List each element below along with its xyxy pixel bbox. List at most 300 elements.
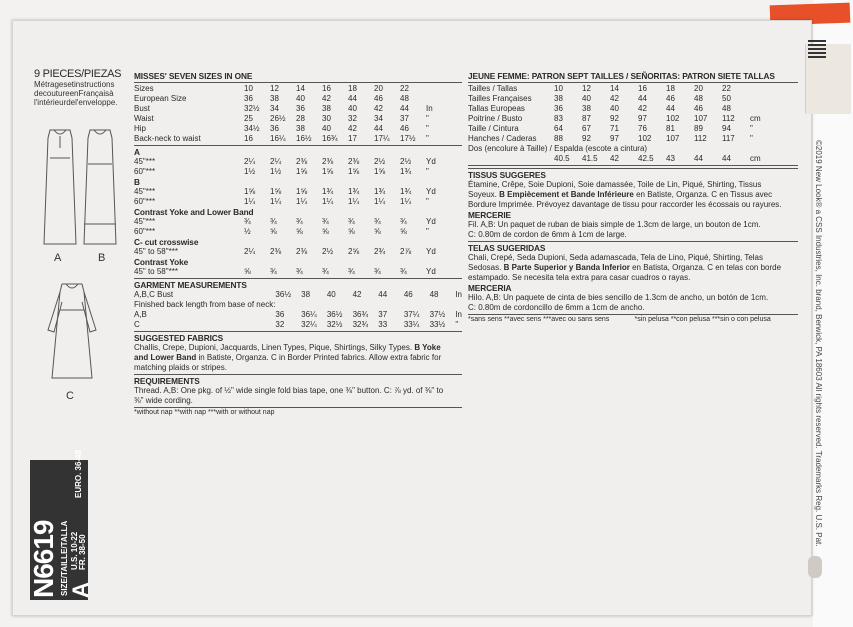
cell-value: 12 bbox=[270, 84, 279, 93]
cell-value: 2⅜ bbox=[296, 247, 308, 256]
row-label: 45" to 58"*** bbox=[134, 267, 178, 276]
cell-value: 25 bbox=[244, 114, 253, 123]
table-row bbox=[134, 167, 436, 177]
cell-value: 92 bbox=[582, 134, 591, 143]
cell-value: 30 bbox=[322, 114, 331, 123]
row-label: 45"*** bbox=[134, 217, 156, 226]
cell-value: 44 bbox=[694, 154, 703, 163]
cell-value: 10 bbox=[554, 84, 563, 93]
cell-value: ⅝ bbox=[296, 227, 303, 236]
cell-value bbox=[301, 300, 327, 310]
dress-b-sketch bbox=[78, 128, 122, 246]
cell-value: 1½ bbox=[244, 167, 256, 176]
size-chart bbox=[134, 84, 433, 144]
cell-value: 42 bbox=[348, 124, 357, 133]
unit: " bbox=[426, 124, 429, 133]
table-row bbox=[134, 157, 436, 167]
row-label: A,B bbox=[134, 310, 147, 319]
cell-value: 1⅝ bbox=[296, 187, 308, 196]
cell-value: ¾ bbox=[270, 267, 277, 276]
table-row bbox=[134, 300, 462, 310]
cell-value: 20 bbox=[694, 84, 703, 93]
cell-value: 36 bbox=[270, 124, 279, 133]
cell-value: 1¼ bbox=[348, 197, 360, 206]
cell-value: 37½ bbox=[429, 310, 446, 319]
cell-value: 1¼ bbox=[374, 197, 386, 206]
size-fr: FR. 38-50 bbox=[78, 534, 87, 570]
cell-value: 16½ bbox=[296, 134, 312, 143]
cell-value: 44 bbox=[348, 94, 357, 103]
cell-value: 42 bbox=[352, 290, 362, 299]
cell-value: 102 bbox=[638, 134, 652, 143]
cell-value: 46 bbox=[694, 104, 703, 113]
cell-value: 34 bbox=[374, 114, 383, 123]
cell-value: 1¼ bbox=[270, 197, 282, 206]
cell-value: 92 bbox=[610, 114, 619, 123]
dos-label: Dos (encolure à Taille) / Espalda (escote a cintura) bbox=[468, 144, 648, 153]
cell-value: 16 bbox=[322, 84, 331, 93]
unit: " bbox=[426, 197, 429, 206]
cell-value: 22 bbox=[722, 84, 731, 93]
cell-value: 46 bbox=[400, 124, 409, 133]
requirements-text: Thread. A,B: One pkg. of ½" wide single fold bias tape, one ⅜" button. C: ⅞ yd. of ⅜" to ⅜" wide cording. bbox=[134, 386, 444, 405]
fabric-table bbox=[134, 187, 436, 207]
cell-value: 38 bbox=[554, 94, 563, 103]
cell-value: 44 bbox=[378, 290, 388, 299]
french-note: Métragesetinstructions bbox=[34, 80, 115, 89]
cell-value: 22 bbox=[400, 84, 409, 93]
unit: In bbox=[426, 104, 433, 113]
dos-row bbox=[468, 154, 761, 164]
cell-value: 1⅝ bbox=[270, 187, 282, 196]
cell-value: 17¼ bbox=[374, 134, 390, 143]
cell-value: 14 bbox=[610, 84, 619, 93]
row-label: Taille / Cintura bbox=[468, 124, 519, 133]
table-row bbox=[134, 217, 436, 227]
cell-value: 32 bbox=[275, 320, 285, 329]
unit: " bbox=[426, 134, 429, 143]
cell-value: 16¾ bbox=[322, 134, 338, 143]
table-row bbox=[134, 290, 462, 300]
table-row bbox=[134, 104, 433, 114]
view-c-label: C bbox=[66, 390, 74, 402]
cell-value: 1⅝ bbox=[374, 167, 386, 176]
cell-value: 38 bbox=[582, 104, 591, 113]
table-row bbox=[134, 84, 433, 94]
cell-value: 102 bbox=[666, 114, 680, 123]
view-a-label: A bbox=[54, 252, 62, 264]
cell-value: 2½ bbox=[400, 157, 412, 166]
row-label: Poitrine / Busto bbox=[468, 114, 523, 123]
section-heading: Contrast Yoke bbox=[134, 257, 189, 267]
table-row bbox=[134, 310, 462, 320]
unit: Yd bbox=[426, 187, 436, 196]
cell-value bbox=[404, 300, 430, 310]
pieces-count: 9 PIECES/PIEZAS bbox=[34, 68, 122, 80]
cell-value: 44 bbox=[638, 94, 647, 103]
cell-value: 41.5 bbox=[582, 154, 598, 163]
cell-value: 46 bbox=[374, 94, 383, 103]
cell-value: ⅝ bbox=[270, 227, 277, 236]
cell-value: 2⅜ bbox=[270, 247, 282, 256]
cell-value: 44 bbox=[374, 124, 383, 133]
cell-value: 2½ bbox=[374, 157, 386, 166]
cell-value: 37 bbox=[378, 310, 388, 319]
table-row bbox=[468, 114, 761, 124]
cell-value: ⅝ bbox=[400, 227, 407, 236]
table-row bbox=[468, 154, 761, 164]
cell-value: 2⅜ bbox=[348, 157, 360, 166]
cell-value: 32¾ bbox=[352, 320, 369, 329]
cell-value: 2⅝ bbox=[348, 247, 360, 256]
cell-value: 17 bbox=[348, 134, 357, 143]
section-heading: C- cut crosswise bbox=[134, 237, 199, 247]
pattern-number: N6619 bbox=[28, 520, 59, 598]
unit: Yd bbox=[426, 247, 436, 256]
cell-value: ¾ bbox=[374, 217, 381, 226]
row-label: Finished back length from base of neck: bbox=[134, 300, 276, 309]
garment-heading: GARMENT MEASUREMENTS bbox=[134, 280, 247, 290]
garment-measurements bbox=[134, 290, 462, 330]
cell-value: 10 bbox=[244, 84, 253, 93]
table-row bbox=[134, 124, 433, 134]
cell-value: 43 bbox=[666, 154, 675, 163]
cell-value: ¾ bbox=[296, 267, 303, 276]
table-row bbox=[468, 84, 761, 94]
row-label: Tailles / Tallas bbox=[468, 84, 518, 93]
merceria-text: Hilo. A,B: Un paquete de cinta de bies sencillo de 1.3cm de ancho, un botón de 1cm. bbox=[468, 293, 769, 302]
unit: " bbox=[455, 320, 459, 329]
cell-value: 1⅝ bbox=[322, 167, 334, 176]
cell-value: 88 bbox=[554, 134, 563, 143]
cell-value: 36 bbox=[296, 104, 305, 113]
cell-value: 1¾ bbox=[322, 187, 334, 196]
size-range-letter: A bbox=[68, 582, 93, 598]
table-row bbox=[134, 114, 433, 124]
row-label: Waist bbox=[134, 114, 154, 123]
table-row bbox=[134, 320, 462, 330]
cell-value: 83 bbox=[554, 114, 563, 123]
section-heading: Contrast Yoke and Lower Band bbox=[134, 207, 254, 217]
cell-value: 1⅝ bbox=[296, 167, 308, 176]
dress-c-sketch bbox=[44, 282, 100, 382]
cell-value: 38 bbox=[301, 290, 311, 299]
cell-value: 107 bbox=[694, 114, 708, 123]
size-us: U.S. 10-22 bbox=[70, 531, 79, 570]
cell-value: 33 bbox=[378, 320, 388, 329]
cell-value: 1½ bbox=[270, 167, 282, 176]
unit: Yd bbox=[426, 217, 436, 226]
french-note-3: l'intérieurdel'enveloppe. bbox=[34, 98, 118, 107]
cell-value: 81 bbox=[666, 124, 675, 133]
fabrics-text: Challis, Crepe, Dupioni, Jacquards, Linen Types, Pique, Shirtings, Silky Types. B Yoke and Lower Band in Batiste, Organza. C in Border Printed fabrics. Allow extra fabric for matching plaids or stripes. bbox=[134, 343, 442, 372]
pieces-block bbox=[34, 68, 134, 107]
cell-value: 38 bbox=[322, 104, 331, 113]
table-row bbox=[134, 197, 436, 207]
row-label: 45"*** bbox=[134, 187, 156, 196]
cell-value: 42 bbox=[638, 104, 647, 113]
row-label bbox=[468, 154, 554, 164]
fabrics-heading: SUGGESTED FABRICS bbox=[134, 333, 224, 343]
cell-value: 37 bbox=[400, 114, 409, 123]
cell-value: ⅝ bbox=[322, 227, 329, 236]
cell-value: 87 bbox=[582, 114, 591, 123]
row-label: European Size bbox=[134, 94, 187, 103]
cell-value: 2⅞ bbox=[400, 247, 412, 256]
size-euro: EURO. 36-48 bbox=[74, 449, 83, 498]
cell-value: ¾ bbox=[322, 217, 329, 226]
barcode-icon bbox=[808, 40, 826, 120]
cell-value: 18 bbox=[348, 84, 357, 93]
cell-value: 12 bbox=[582, 84, 591, 93]
cell-value: 2¼ bbox=[244, 247, 256, 256]
cell-value bbox=[327, 300, 353, 310]
cell-value: 76 bbox=[638, 124, 647, 133]
cell-value: 89 bbox=[694, 124, 703, 133]
table-row bbox=[134, 187, 436, 197]
unit: In bbox=[455, 290, 462, 299]
cell-value: 42 bbox=[322, 94, 331, 103]
unit bbox=[426, 84, 433, 94]
merceria-text-2: C: 0.80m de cordoncillo de 6mm a 1cm de ancho. bbox=[468, 303, 645, 312]
cell-value: 2¼ bbox=[270, 157, 282, 166]
telas-text: Chali, Crepé, Seda Dupioni, Seda adamascada, Tela de Lino, Piqué, Shirting, Telas Sedosas. B Parte Superior y Banda Inferior en Batista, Organza. C en telas con borde estampado. Se necesita tela extra para casar cuadros o rayas. bbox=[468, 253, 782, 282]
row-label: 45"*** bbox=[134, 157, 156, 166]
cell-value: 42 bbox=[610, 94, 619, 103]
table-row bbox=[134, 134, 433, 144]
size-label: SIZE/TAILLE/TALLA bbox=[60, 520, 69, 596]
row-label: Tailles Françaises bbox=[468, 94, 532, 103]
telas-heading: TELAS SUGERIDAS bbox=[468, 243, 546, 253]
cell-value bbox=[378, 300, 404, 310]
unit: In bbox=[455, 310, 462, 319]
row-label: 60"*** bbox=[134, 167, 156, 176]
cell-value: 40 bbox=[322, 124, 331, 133]
cell-value: ¾ bbox=[374, 267, 381, 276]
cell-value: 36¼ bbox=[301, 310, 317, 319]
row-label: Bust bbox=[134, 104, 151, 113]
cell-value: 40 bbox=[348, 104, 357, 113]
cell-value: 14 bbox=[296, 84, 305, 93]
row-label: 45" to 58"*** bbox=[134, 247, 178, 256]
requirements-heading: REQUIREMENTS bbox=[134, 376, 200, 386]
cell-value: 32 bbox=[348, 114, 357, 123]
cell-value: ½ bbox=[244, 227, 251, 236]
cell-value: 44 bbox=[666, 104, 675, 113]
table-row bbox=[134, 267, 436, 277]
cell-value: 44 bbox=[400, 104, 409, 113]
cell-value bbox=[275, 300, 301, 310]
cell-value: 50 bbox=[722, 94, 731, 103]
cell-value: 1¼ bbox=[322, 197, 334, 206]
cell-value: 37¼ bbox=[403, 310, 420, 319]
cell-value: 36 bbox=[244, 94, 253, 103]
fabric-table bbox=[134, 247, 436, 257]
english-title: MISSES' SEVEN SIZES IN ONE bbox=[134, 71, 253, 81]
unit: " bbox=[426, 227, 429, 236]
cell-value: 40 bbox=[582, 94, 591, 103]
table-row bbox=[468, 124, 761, 134]
mercerie-text: Fil. A,B: Un paquet de ruban de biais simple de 1.3cm de large, un bouton de 1cm. bbox=[468, 220, 761, 229]
fabric-table bbox=[134, 217, 436, 237]
cell-value: 33¼ bbox=[403, 320, 420, 329]
cell-value: ¾ bbox=[348, 267, 355, 276]
row-label: 60"*** bbox=[134, 227, 156, 236]
unit bbox=[455, 300, 462, 310]
cell-value: 33½ bbox=[429, 320, 446, 329]
cell-value: 67 bbox=[582, 124, 591, 133]
cell-value bbox=[353, 300, 379, 310]
row-label: A,B,C Bust bbox=[134, 290, 174, 299]
table-row bbox=[134, 247, 436, 257]
cell-value: 38 bbox=[296, 124, 305, 133]
cell-value: 16 bbox=[638, 84, 647, 93]
section-heading: B bbox=[134, 177, 140, 187]
french-title: JEUNE FEMME: PATRON SEPT TAILLES / SEÑORITAS: PATRON SIETE TALLAS bbox=[468, 71, 775, 81]
cell-value: 38 bbox=[270, 94, 279, 103]
cell-value: 46 bbox=[666, 94, 675, 103]
section-heading: A bbox=[134, 147, 140, 157]
row-label: C bbox=[134, 320, 140, 329]
cell-value: 17½ bbox=[400, 134, 416, 143]
cell-value: 32½ bbox=[244, 104, 260, 113]
cell-value: 42 bbox=[374, 104, 383, 113]
cell-value: 16 bbox=[244, 134, 253, 143]
copyright-side: ©2019 New Look® a CSS Industries, Inc. brand, Berwick, PA 18603 All rights reserved. Trademarks Reg. U.S. Pat. bbox=[814, 140, 823, 547]
cell-value: 40 bbox=[326, 290, 336, 299]
cell-value: 40 bbox=[296, 94, 305, 103]
cell-value: 48 bbox=[400, 94, 409, 103]
fabric-requirements bbox=[134, 147, 462, 277]
french-footnotes: *sans sens **avec sens ***avec ou sans sens *sin pelusa **con pelusa ***sin o con pelusa bbox=[468, 316, 771, 323]
unit bbox=[750, 84, 761, 94]
cell-value: 1¾ bbox=[400, 187, 412, 196]
unit: " bbox=[750, 124, 753, 133]
cell-value: 1¾ bbox=[348, 187, 360, 196]
fabric-table bbox=[134, 157, 436, 177]
view-b-label: B bbox=[98, 252, 106, 264]
table-row bbox=[468, 104, 761, 114]
pin-icon bbox=[808, 556, 822, 578]
cell-value: 36 bbox=[275, 310, 285, 319]
unit: " bbox=[750, 134, 753, 143]
cell-value: 64 bbox=[554, 124, 563, 133]
cell-value: 46 bbox=[403, 290, 413, 299]
cell-value: 1¼ bbox=[400, 197, 412, 206]
cell-value: 40.5 bbox=[554, 154, 570, 163]
unit bbox=[750, 94, 761, 104]
cell-value: 26½ bbox=[270, 114, 286, 123]
cell-value: 107 bbox=[666, 134, 680, 143]
cell-value: 32¼ bbox=[301, 320, 317, 329]
unit: cm bbox=[750, 114, 761, 123]
cell-value: ⅝ bbox=[374, 227, 381, 236]
cell-value: 1¾ bbox=[400, 167, 412, 176]
fabric-table bbox=[134, 267, 436, 277]
cell-value: 48 bbox=[694, 94, 703, 103]
cell-value: 112 bbox=[694, 134, 707, 143]
row-label: Sizes bbox=[134, 84, 154, 93]
table-row bbox=[468, 134, 761, 144]
cell-value: 2¾ bbox=[374, 247, 386, 256]
tissus-text: Étamine, Crêpe, Soie Dupioni, Soie damassée, Toile de Lin, Piqué, Shirting, Tissus Soyeux. B Empiècement et Bande Inférieure en Batiste, Organza. C en Tissus avec Bordure Imprimée. Prévoyez davantage de tissu pour raccorder les écossais ou rayures. bbox=[468, 180, 782, 209]
english-footnote: *without nap **with nap ***with or without nap bbox=[134, 409, 275, 416]
row-label: 60"*** bbox=[134, 197, 156, 206]
cell-value: 2⅜ bbox=[296, 157, 308, 166]
cell-value: 1⅝ bbox=[348, 167, 360, 176]
unit bbox=[426, 94, 433, 104]
table-row bbox=[134, 227, 436, 237]
french-note-2: decoutureenFrançaisà bbox=[34, 89, 114, 98]
row-label: Hip bbox=[134, 124, 147, 133]
cell-value: 40 bbox=[610, 104, 619, 113]
cell-value: ¾ bbox=[244, 217, 251, 226]
mercerie-heading: MERCERIE bbox=[468, 210, 511, 220]
french-spanish-column bbox=[468, 71, 798, 324]
dress-a-sketch bbox=[38, 128, 82, 246]
cell-value: 71 bbox=[610, 124, 619, 133]
unit: Yd bbox=[426, 157, 436, 166]
row-label: Back-neck to waist bbox=[134, 134, 201, 143]
cell-value: 97 bbox=[638, 114, 647, 123]
row-label: Tallas Europeas bbox=[468, 104, 525, 113]
unit: " bbox=[426, 114, 429, 123]
cell-value: 36½ bbox=[326, 310, 343, 319]
cell-value: ¾ bbox=[348, 217, 355, 226]
cell-value: 32½ bbox=[326, 320, 343, 329]
cell-value: 2½ bbox=[322, 247, 334, 256]
cell-value: 42 bbox=[610, 154, 619, 163]
cell-value: 1¼ bbox=[296, 197, 308, 206]
cell-value: 48 bbox=[722, 104, 731, 113]
unit: " bbox=[426, 167, 429, 176]
cell-value: 18 bbox=[666, 84, 675, 93]
cell-value: 2⅜ bbox=[322, 157, 334, 166]
cell-value: 1¾ bbox=[374, 187, 386, 196]
table-row bbox=[468, 94, 761, 104]
cell-value: 117 bbox=[722, 134, 735, 143]
cell-value: 112 bbox=[722, 114, 735, 123]
cell-value: ¾ bbox=[400, 217, 407, 226]
cell-value: 2¼ bbox=[244, 157, 256, 166]
size-chart-metric bbox=[468, 84, 761, 144]
cell-value bbox=[430, 300, 456, 310]
cell-value: ⅝ bbox=[244, 267, 251, 276]
cell-value: 28 bbox=[296, 114, 305, 123]
cell-value: 1⅝ bbox=[244, 187, 256, 196]
tissus-heading: TISSUS SUGGERES bbox=[468, 170, 546, 180]
cell-value: 36½ bbox=[275, 290, 291, 299]
row-label: Hanches / Caderas bbox=[468, 134, 537, 143]
unit: Yd bbox=[426, 267, 436, 276]
cell-value: ⅝ bbox=[348, 227, 355, 236]
cell-value: 42.5 bbox=[638, 154, 654, 163]
merceria-heading: MERCERIA bbox=[468, 283, 512, 293]
unit bbox=[750, 104, 761, 114]
cell-value: 36¾ bbox=[352, 310, 369, 319]
cell-value: ¾ bbox=[400, 267, 407, 276]
cell-value: 16¼ bbox=[270, 134, 286, 143]
cell-value: 34 bbox=[270, 104, 279, 113]
mercerie-text-2: C: 0.80m de cordon de 6mm à 1cm de large. bbox=[468, 230, 627, 239]
cell-value: 44 bbox=[722, 154, 731, 163]
cell-value: ¾ bbox=[296, 217, 303, 226]
cell-value: 48 bbox=[429, 290, 439, 299]
cell-value: 94 bbox=[722, 124, 731, 133]
cell-value: 34½ bbox=[244, 124, 260, 133]
unit: cm bbox=[750, 154, 761, 163]
cell-value: 20 bbox=[374, 84, 383, 93]
